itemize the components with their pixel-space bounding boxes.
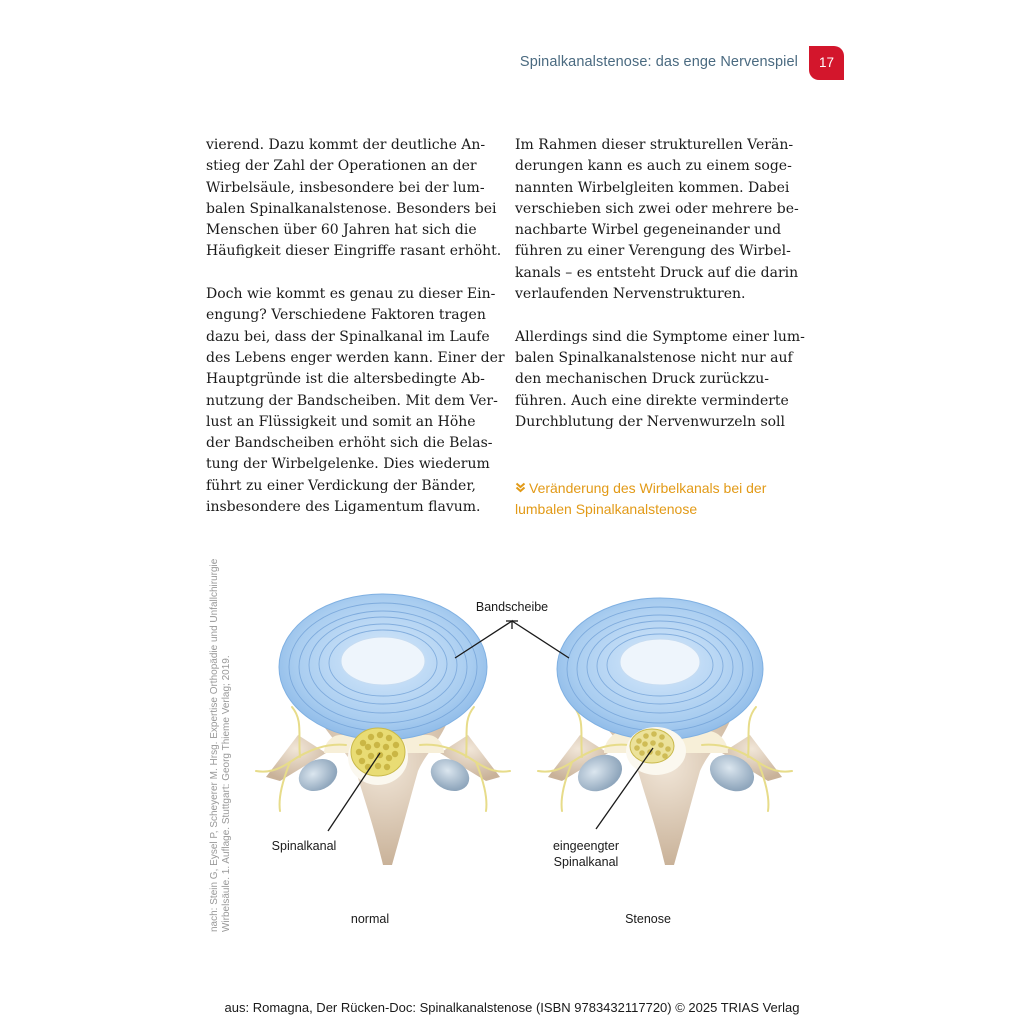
text-line: lust an Flüssigkeit und somit an Höhe — [206, 413, 476, 430]
text-line: Hauptgründe ist die altersbedingte Ab- — [206, 371, 485, 388]
vertebra-stenosis — [538, 598, 792, 865]
vertebra-illustration — [228, 585, 804, 945]
text-line: nutzung der Bandscheiben. Mit dem Ver- — [206, 392, 498, 409]
text-column-right — [515, 135, 815, 454]
caption-line — [515, 478, 815, 499]
text-line: nannten Wirbelgleiten kommen. Dabei — [515, 179, 790, 196]
text-line: führen zu einer Verengung des Wirbel- — [515, 243, 791, 260]
text-line: Allerdings sind die Symptome einer lum- — [515, 328, 805, 345]
label-narrowed-canal-line2: Spinalkanal — [553, 855, 619, 869]
label-spinal-canal: Spinalkanal — [271, 839, 337, 853]
text-column-left — [206, 135, 506, 540]
paragraph — [206, 284, 506, 518]
paragraph — [206, 135, 506, 263]
vertebra-comparison-figure — [228, 585, 804, 945]
label-stenosis: Stenose — [625, 912, 671, 926]
text-line: dazu bei, dass der Spinalkanal im Laufe — [206, 328, 490, 345]
text-line: stieg der Zahl der Operationen an der — [206, 158, 477, 175]
text-line: balen Spinalkanalstenose. Besonders bei — [206, 200, 497, 217]
text-line: Wirbelsäule, insbesondere bei der lum- — [206, 179, 485, 196]
chevron-down-icon — [515, 482, 526, 493]
caption-line: lumbalen Spinalkanalstenose — [515, 501, 698, 518]
label-disc: Bandscheibe — [475, 600, 549, 614]
text-line: balen Spinalkanalstenose nicht nur auf — [515, 349, 793, 366]
text-line: des Lebens enger werden kann. Einer der — [206, 349, 505, 366]
text-line: verlaufenden Nervenstrukturen. — [515, 286, 746, 303]
text-line: kanals – es entsteht Druck auf die darin — [515, 264, 799, 281]
text-line: führt zu einer Verdickung der Bänder, — [206, 477, 476, 494]
text-line: Menschen über 60 Jahren hat sich die — [206, 222, 477, 239]
text-line: vierend. Dazu kommt der deutliche An- — [206, 137, 486, 153]
text-line: nachbarte Wirbel gegeneinander und — [515, 222, 782, 239]
paragraph — [515, 327, 815, 433]
figure-caption — [515, 478, 815, 521]
text-line: derungen kann es auch zu einem soge- — [515, 158, 792, 175]
text-line: der Bandscheiben erhöht sich die Belas- — [206, 435, 493, 452]
vertebra-normal — [256, 594, 510, 865]
nucleus — [341, 637, 425, 685]
text-line: Im Rahmen dieser strukturellen Verän- — [515, 137, 794, 153]
text-line: insbesondere des Ligamentum flavum. — [206, 499, 481, 516]
text-line: engung? Verschiedene Faktoren tragen — [206, 307, 486, 324]
paragraph — [515, 135, 815, 305]
nucleus — [620, 639, 700, 685]
text-line: führen. Auch eine direkte verminderte — [515, 392, 789, 409]
text-line: den mechanischen Druck zurückzu- — [515, 371, 770, 388]
page-footer: aus: Romagna, Der Rücken-Doc: Spinalkanalstenose (ISBN 9783432117720) © 2025 TRIAS Verlag — [224, 1000, 800, 1015]
label-narrowed-canal-line1: eingeengter — [552, 839, 620, 853]
text-line: tung der Wirbelgelenke. Dies wiederum — [206, 456, 490, 473]
running-head-title: Spinalkanalstenose: das enge Nervenspiel — [519, 54, 798, 70]
page-number-badge: 17 — [809, 46, 844, 80]
credit-line: Wirbelsäule. 1. Auflage. Stuttgart: Georg Thieme Verlag; 2019. — [221, 655, 232, 932]
caption-text: Veränderung des Wirbelkanals bei der — [529, 480, 767, 496]
credit-line: nach: Stein G, Eysel P, Scheyerer M. Hrsg. Expertise Orthopädie und Unfallchirurgie — [209, 558, 220, 932]
text-line: Häufigkeit dieser Eingriffe rasant erhöht. — [206, 243, 502, 260]
label-normal: normal — [350, 912, 390, 926]
text-line: verschieben sich zwei oder mehrere be- — [515, 200, 799, 217]
text-line: Durchblutung der Nervenwurzeln soll — [515, 413, 786, 430]
text-line: Doch wie kommt es genau zu dieser Ein- — [206, 286, 496, 303]
